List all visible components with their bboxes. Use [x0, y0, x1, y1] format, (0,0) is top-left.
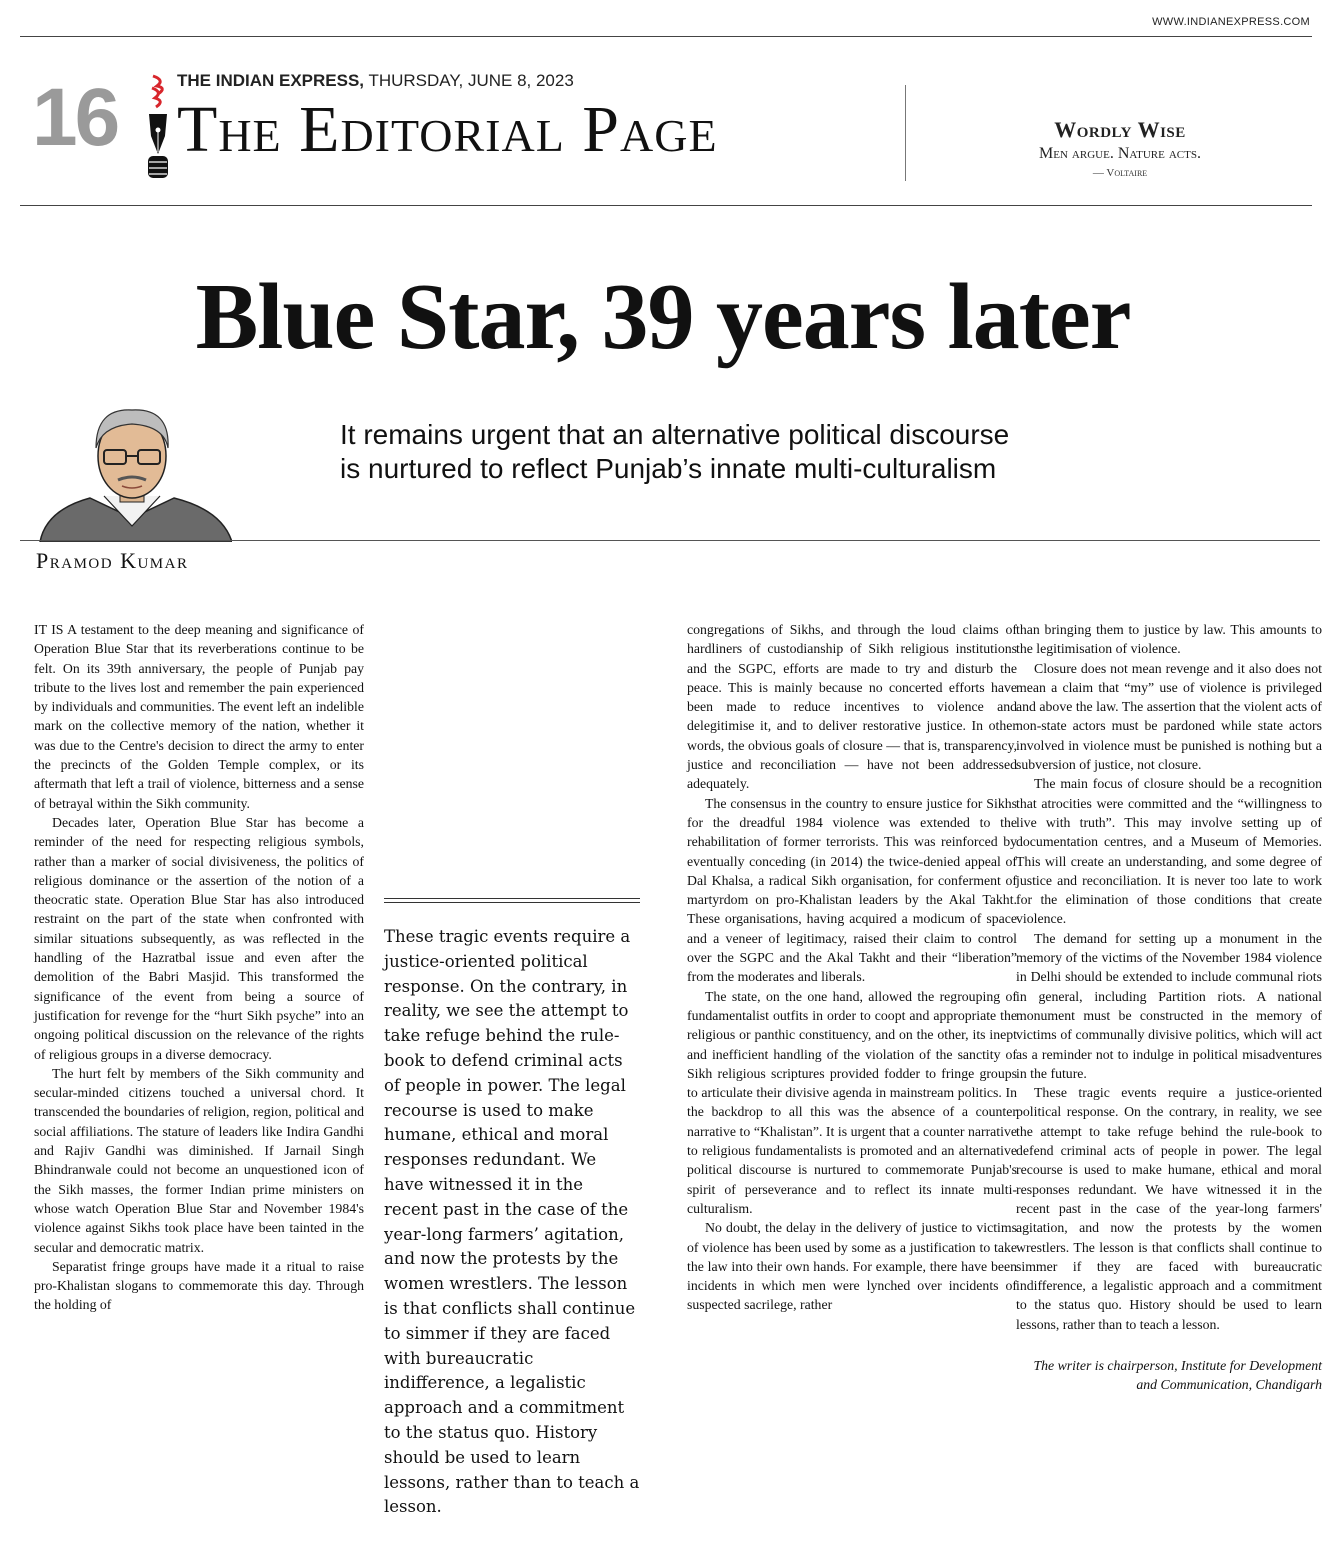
pen-nib-logo [143, 74, 173, 184]
pull-quote [384, 898, 640, 1520]
masthead-divider [905, 85, 906, 181]
paragraph: than bringing them to justice by law. This amounts to the legitimisation of violence. [1016, 622, 1322, 657]
column-1 [34, 620, 364, 1315]
pull-quote-text: These tragic events require a justice-oriented political response. On the contrary, in reality, we see the attempt to take refuge behind the rule-book to defend criminal acts of people in power. The legal recourse is used to make humane, ethical and moral responses redundant. We have witnessed it in the recent past in the case of the year-long farmers’ agitation, and now the protests by the women wrestlers. The lesson is that conflicts shall continue to simmer if they are faced with bureaucratic indifference, a legalistic approach and a commitment to the status quo. History should be used to learn lessons, rather than to teach a lesson. [384, 927, 640, 1517]
pull-quote-rule [384, 898, 640, 899]
paragraph: Decades later, Operation Blue Star has become a reminder of the need for respecting religious symbols, rather than a marker of social divisiveness, the politics of religious dominance or the assertion of the notion of a theocratic state. Operation Blue Star has also introduced restraint on the part of the state when confronted with similar situations subsequently, as was reflected in the handling of the Hazratbal issue and even after the demolition of the Babri Masjid. This transformed the significance of the event from being a source of justification for revenge for the “hurt Sikh psyche” into an ongoing political discussion on the relevance of the rights of religious groups in a diverse democracy. [34, 814, 364, 1062]
logo-flame-2 [152, 88, 160, 107]
writer-note: The writer is chairperson, Institute for Development and Communication, Chandigarh [1033, 1357, 1322, 1392]
pull-quote-rule [384, 902, 640, 903]
paragraph: Separatist fringe groups have made it a ritual to raise pro-Khalistan slogans to commemorate this day. Through the holding of [34, 1258, 364, 1313]
standfirst-line-2: is nurtured to reflect Punjab’s innate multi-culturalism [340, 453, 997, 484]
paragraph: congregations of Sikhs, and through the loud claims of hardliners of custodianship of Sikh religious institutions and the SGPC, efforts are made to try and disturb the peace. This is mainly because no concerted efforts have been made to reduce incentives to violence and delegitimise it, and to deliver restorative justice. In other words, the obvious goals of closure — that is, transparency, justice and reconciliation — have not been addressed adequately. [687, 622, 1017, 792]
wordly-wise-title: Wordly Wise [1054, 117, 1186, 142]
paragraph: No doubt, the delay in the delivery of justice to victims of violence has been used by some as a justification to take the law into their own hands. For example, there have been incidents in which men were lynched over incidents of suspected sacrilege, rather [687, 1220, 1017, 1313]
wordly-wise-quote: Men argue. Nature acts. [1039, 145, 1201, 162]
standfirst [340, 418, 1240, 486]
paper-name: THE INDIAN EXPRESS, [177, 71, 365, 90]
byline: Pramod Kumar [36, 548, 189, 573]
column-4 [1016, 620, 1322, 1394]
paragraph: The consensus in the country to ensure justice for Sikhs for the dreadful 1984 violence was extended to the rehabilitation of former terrorists. This was reinforced by eventually conceding (in 2014) the twice-denied appeal of Dal Khalsa, a radical Sikh organisation, for conferment of martyrdom on pro-Khalistan leaders by the Akal Takht. These organisations, having acquired a modicum of space and a veneer of legitimacy, raised their claim to control over the SGPC and the Akal Takht and their “liberation” from the moderates and liberals. [687, 795, 1017, 985]
issue-date: THURSDAY, JUNE 8, 2023 [364, 71, 574, 90]
paragraph: The hurt felt by members of the Sikh community and secular-minded citizens touched a universal chord. It transcended the boundaries of religion, region, political and social affiliations. The stature of leaders like Indira Gandhi and Rajiv Gandhi was diminished. If Jarnail Singh Bhindranwale could not become an unquestioned icon of the Sikh masses, the former Indian prime ministers on whose watch Operation Blue Star and November 1984's violence against Sikhs took place have been tainted in the secular and democratic matrix. [34, 1065, 364, 1255]
paragraph: The state, on the one hand, allowed the regrouping of fundamentalist outfits in order to coopt and appropriate the religious or panthic constituency, and on the other, its inept and inefficient handling of the violation of the sanctity of Sikh religious scriptures provided fodder to fringe groups to articulate their divisive agenda in mainstream politics. In the backdrop to all this was the absence of a counter narrative to “Khalistan”. It is urgent that a counter narrative to religious fundamentalists is promoted and an alternative political discourse is nurtured to commemorate Punjab's spirit of perseverance and to reflect its innate multi-culturalism. [687, 988, 1017, 1216]
article-headline: Blue Star, 39 years later [195, 265, 1131, 369]
paper-dateline [177, 71, 574, 91]
page-number: 16 [32, 72, 118, 163]
paragraph: These tragic events require a justice-oriented political response. On the contrary, in reality, we see the attempt to take refuge behind the rule-book to defend criminal acts of people in power. The legal recourse is used to make humane, ethical and moral responses redundant. We have witnessed it in the recent past in the case of the year-long farmers' agitation, and now the protests by the women wrestlers. The lesson is that conflicts shall continue to simmer if they are faced with bureaucratic indifference, a legalistic approach and a commitment to the status quo. History should be used to learn lessons, rather than to teach a lesson. [1016, 1085, 1322, 1332]
wordly-wise-attribution: — Voltaire [1092, 167, 1148, 179]
standfirst-line-1: It remains urgent that an alternative political discourse [340, 419, 1010, 450]
paragraph: Closure does not mean revenge and it also does not mean a claim that “my” use of violence is privileged and above the law. The assertion that the violent acts of non-state actors must be pardoned while state actors involved in violence must be punished is nothing but a subversion of justice, not closure. [1016, 660, 1322, 773]
author-rule [20, 540, 1320, 541]
masthead [20, 36, 1312, 206]
logo-fist [148, 156, 168, 178]
section-title: The Editorial Page [177, 93, 718, 166]
wordly-wise-box [935, 117, 1305, 179]
paragraph: The demand for setting up a monument in the memory of the victims of the November 1984 violence in Delhi should be extended to include communal riots in general, including Partition riots. A national monument must be constructed in the memory of victims of communally divisive politics, which will act as a reminder not to indulge in political misadventures in the future. [1016, 930, 1322, 1081]
site-url[interactable]: WWW.INDIANEXPRESS.COM [1152, 16, 1310, 28]
paragraph: The main focus of closure should be a recognition that atrocities were committed and the “willingness to live with truth”. This may involve setting up of documentation centres, and a Museum of Memories. This will create an understanding, and some degree of justice and reconciliation. It is never too late to work for the elimination of those conditions that create violence. [1016, 776, 1322, 927]
column-3 [687, 620, 1017, 1315]
author-portrait [32, 398, 232, 542]
paragraph: IT IS A testament to the deep meaning and significance of Operation Blue Star that its reverberations continue to be felt. On its 39th anniversary, the people of Punjab pay tribute to the lives lost and remember the pain experienced by individuals and communities. The event left an indelible mark on the collective memory of the nation, whether it was due to the Centre's decision to direct the army to enter the precincts of the Golden Temple complex, or its aftermath that left a trail of violence, bitterness and a sense of betrayal within the Sikh community. [34, 622, 364, 811]
